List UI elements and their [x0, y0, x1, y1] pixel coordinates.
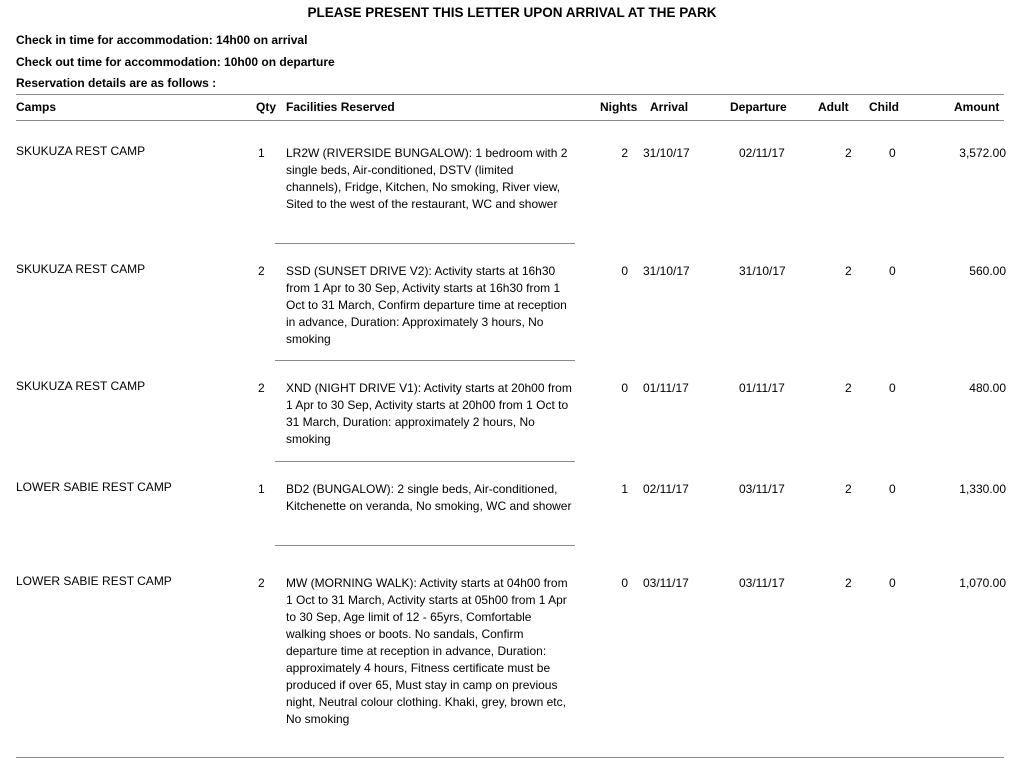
child-count: 0 — [889, 264, 896, 278]
row-divider — [275, 243, 575, 244]
camp-name: LOWER SABIE REST CAMP — [16, 480, 172, 494]
checkin-info: Check in time for accommodation: 14h00 on arrival — [16, 33, 308, 47]
adult-count: 2 — [845, 264, 852, 278]
table-bottom-rule — [16, 757, 1004, 758]
qty-value: 2 — [258, 264, 265, 278]
amount-value: 1,070.00 — [959, 576, 1006, 590]
arrival-date: 01/11/17 — [643, 381, 689, 395]
col-nights: Nights — [600, 100, 638, 114]
amount-value: 560.00 — [969, 264, 1006, 278]
amount-value: 3,572.00 — [959, 146, 1006, 160]
arrival-date: 31/10/17 — [643, 146, 690, 160]
departure-date: 03/11/17 — [739, 482, 785, 496]
amount-value: 480.00 — [969, 381, 1006, 395]
camp-name: SKUKUZA REST CAMP — [16, 262, 146, 276]
qty-value: 1 — [258, 146, 265, 160]
checkout-info: Check out time for accommodation: 10h00 on departure — [16, 55, 335, 69]
qty-value: 2 — [258, 576, 265, 590]
departure-date: 02/11/17 — [739, 146, 785, 160]
row-divider — [275, 545, 575, 546]
facility-description: XND (NIGHT DRIVE V1): Activity starts at 20h00 from 1 Apr to 30 Sep, Activity starts at 20h00 from 1 Oct to 31 March, Duration: approximately 2 hours, No smoking — [286, 381, 572, 446]
col-adult: Adult — [818, 100, 849, 114]
qty-value: 1 — [258, 482, 265, 496]
nights-value: 2 — [621, 146, 628, 160]
camp-name: LOWER SABIE REST CAMP — [16, 574, 172, 588]
nights-value: 1 — [621, 482, 628, 496]
camp-name: SKUKUZA REST CAMP — [16, 379, 146, 393]
facility-description: MW (MORNING WALK): Activity starts at 04h00 from 1 Oct to 31 March, Activity starts at 05h00 from 1 Apr to 30 Sep, Age limit of 12 - 65yrs, Comfortable walking shoes or boots. No sandals, Confirm departure time at reception in advance, Duration: approximately 4 hours, Fitness certificate must be produced if over 65, Must stay in camp on previous night, Neutral colour clothing. Khaki, grey, brown etc, No smoking — [286, 576, 568, 726]
page-heading: PLEASE PRESENT THIS LETTER UPON ARRIVAL AT THE PARK — [307, 5, 717, 20]
departure-date: 31/10/17 — [739, 264, 786, 278]
adult-count: 2 — [845, 146, 852, 160]
child-count: 0 — [889, 482, 896, 496]
col-qty: Qty — [256, 100, 277, 114]
adult-count: 2 — [845, 482, 852, 496]
arrival-date: 31/10/17 — [643, 264, 690, 278]
adult-count: 2 — [845, 576, 852, 590]
row-divider — [275, 360, 575, 361]
child-count: 0 — [889, 146, 896, 160]
col-camps: Camps — [16, 100, 57, 114]
col-facilities: Facilities Reserved — [286, 100, 395, 114]
qty-value: 2 — [258, 381, 265, 395]
camp-name: SKUKUZA REST CAMP — [16, 144, 146, 158]
facility-description: BD2 (BUNGALOW): 2 single beds, Air-conditioned, Kitchenette on veranda, No smoking, WC and shower — [286, 482, 572, 513]
col-child: Child — [869, 100, 899, 114]
adult-count: 2 — [845, 381, 852, 395]
arrival-date: 02/11/17 — [643, 482, 689, 496]
arrival-date: 03/11/17 — [643, 576, 689, 590]
reservation-details-label: Reservation details are as follows : — [16, 76, 217, 90]
nights-value: 0 — [621, 264, 628, 278]
nights-value: 0 — [621, 576, 628, 590]
col-arrival: Arrival — [650, 100, 689, 114]
child-count: 0 — [889, 381, 896, 395]
child-count: 0 — [889, 576, 896, 590]
header-top-rule — [16, 94, 1004, 95]
departure-date: 03/11/17 — [739, 576, 785, 590]
row-divider — [275, 461, 575, 462]
departure-date: 01/11/17 — [739, 381, 785, 395]
facility-description: SSD (SUNSET DRIVE V2): Activity starts at 16h30 from 1 Apr to 30 Sep, Activity starts at 16h30 from 1 Oct to 31 March, Confirm departure time at reception in advance, Duration: Approximately 3 hours, No smoking — [286, 264, 567, 346]
nights-value: 0 — [621, 381, 628, 395]
col-amount: Amount — [954, 100, 1000, 114]
header-bottom-rule — [16, 120, 1004, 121]
amount-value: 1,330.00 — [959, 482, 1006, 496]
col-departure: Departure — [730, 100, 787, 114]
facility-description: LR2W (RIVERSIDE BUNGALOW): 1 bedroom with 2 single beds, Air-conditioned, DSTV (limited channels), Fridge, Kitchen, No smoking, River view, Sited to the west of the restaurant, WC and shower — [286, 146, 568, 211]
